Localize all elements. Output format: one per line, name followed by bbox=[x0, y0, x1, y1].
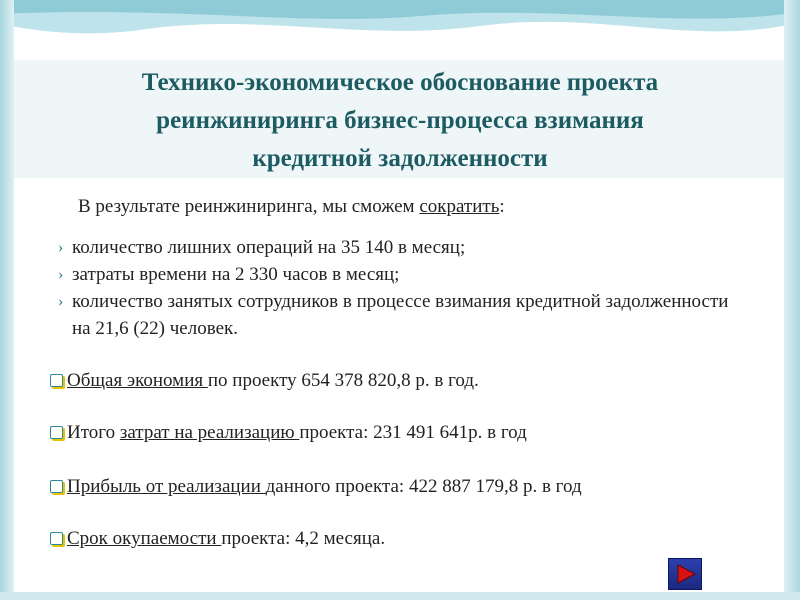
list-item bbox=[58, 234, 738, 261]
main-item-payback bbox=[50, 528, 750, 550]
item-underlined: Прибыль от реализации bbox=[67, 476, 266, 497]
item-prefix: Итого bbox=[67, 422, 120, 443]
item-underlined: Общая экономия bbox=[67, 370, 208, 391]
arrow-right-icon bbox=[669, 559, 701, 589]
item-rest: проекта: 4,2 месяца. bbox=[221, 528, 386, 549]
left-frame bbox=[0, 0, 14, 600]
main-item-costs bbox=[50, 422, 750, 444]
intro-after: : bbox=[499, 196, 505, 217]
title-line-1: Технико-экономическое обоснование проекта bbox=[141, 69, 659, 96]
list-item-text: затраты времени на 2 330 часов в месяц; bbox=[72, 264, 400, 285]
slide-title bbox=[40, 64, 760, 178]
bottom-frame bbox=[0, 592, 800, 600]
checkbox-bullet-icon bbox=[50, 374, 63, 387]
reduction-list bbox=[58, 234, 738, 342]
checkbox-bullet-icon bbox=[50, 426, 63, 439]
checkbox-bullet-icon bbox=[50, 532, 63, 545]
arrow-bullet-icon: › bbox=[58, 293, 64, 310]
list-item-text: количество занятых сотрудников в процессе взимания кредитной задолженности на 21,6 (22) человек. bbox=[72, 291, 729, 339]
intro-before: В результате реинжиниринга, мы сможем bbox=[78, 196, 420, 217]
arrow-bullet-icon: › bbox=[58, 266, 64, 283]
list-item bbox=[58, 261, 738, 288]
main-item-profit bbox=[50, 476, 750, 498]
next-slide-button[interactable] bbox=[668, 558, 702, 590]
list-item bbox=[58, 288, 738, 342]
list-item-text: количество лишних операций на 35 140 в месяц; bbox=[72, 237, 466, 258]
checkbox-bullet-icon bbox=[50, 480, 63, 493]
main-item-savings bbox=[50, 370, 750, 392]
arrow-bullet-icon: › bbox=[58, 239, 64, 256]
title-line-3: кредитной задолженности bbox=[252, 145, 548, 172]
right-frame bbox=[784, 0, 800, 600]
item-rest: данного проекта: 422 887 179,8 р. в год bbox=[265, 476, 582, 497]
item-underlined: затрат на реализацию bbox=[119, 422, 300, 443]
item-rest: по проекту 654 378 820,8 р. в год. bbox=[207, 370, 479, 391]
item-underlined: Срок окупаемости bbox=[67, 528, 222, 549]
intro-text bbox=[78, 196, 758, 218]
top-wave-decoration bbox=[0, 0, 800, 60]
title-line-2: реинжиниринга бизнес-процесса взимания bbox=[156, 107, 644, 134]
intro-underlined: сократить bbox=[419, 196, 500, 217]
item-rest: проекта: 231 491 641р. в год bbox=[299, 422, 527, 443]
